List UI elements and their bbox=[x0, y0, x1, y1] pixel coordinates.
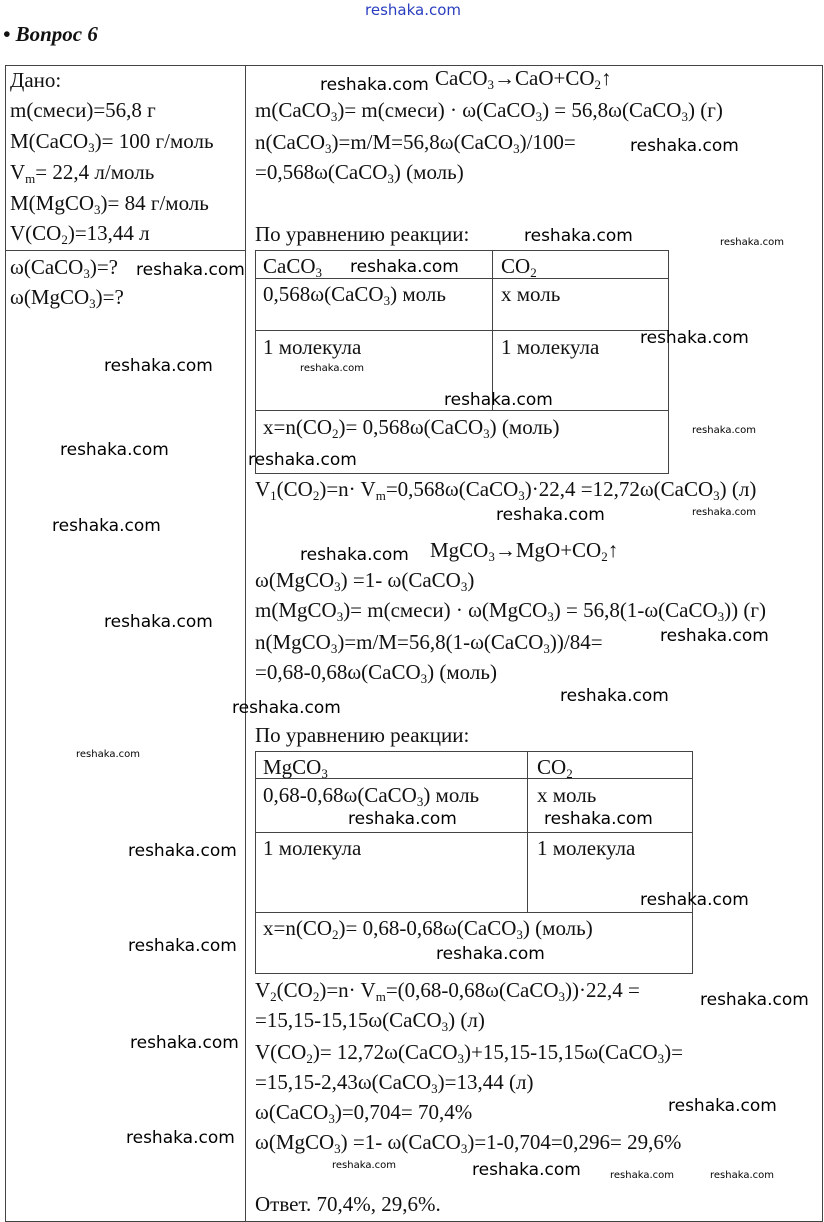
table-cell: 0,568ω(CaCO$_3$) моль bbox=[263, 282, 446, 308]
watermark: reshaka.com bbox=[130, 1033, 239, 1053]
given-line: m(смеси)=56,8 г bbox=[10, 98, 156, 122]
watermark: reshaka.com bbox=[320, 75, 429, 95]
table-header: CaCO$_3$ bbox=[263, 254, 322, 280]
watermark: reshaka.com bbox=[700, 990, 809, 1010]
site-watermark[interactable]: reshaka.com bbox=[365, 1, 461, 19]
watermark: reshaka.com bbox=[444, 390, 553, 410]
watermark: reshaka.com bbox=[128, 841, 237, 861]
solution-line: $V_2(CO_2)=n\cdot$ $V_m=(0,68-0,68\omega(CaCO_3))\cdot 22,4$ = bbox=[255, 978, 640, 1004]
watermark: reshaka.com bbox=[248, 450, 357, 470]
watermark: reshaka.com bbox=[610, 1170, 674, 1181]
watermark: reshaka.com bbox=[232, 698, 341, 718]
solution-line: ω(MgCO$_3$) =1- ω(CaCO$_3$) bbox=[255, 568, 475, 594]
solution-line: ω(CaCO$_3$)=0,704= 70,4% bbox=[255, 1100, 473, 1126]
table-footer: $x=n(CO_2)=$ 0,568ω(CaCO$_3$) (моль) bbox=[263, 415, 560, 441]
watermark: reshaka.com bbox=[60, 440, 169, 460]
table-cell: 1 молекула bbox=[537, 836, 636, 860]
table-cell: x моль bbox=[537, 783, 597, 807]
solution-line: m(CaCO$_3$)= m(смеси) · ω(CaCO$_3$) = 56,8ω(CaCO$_3$) (г) bbox=[255, 98, 723, 124]
watermark: reshaka.com bbox=[692, 425, 756, 436]
solution-line: ω(MgCO$_3$) =1- ω(CaCO$_3$)=1-0,704=0,296= 29,6% bbox=[255, 1130, 682, 1156]
table-line bbox=[492, 250, 493, 410]
watermark: reshaka.com bbox=[660, 626, 769, 646]
by-equation-label: По уравнению реакции: bbox=[255, 222, 470, 246]
table-cell: 1 молекула bbox=[263, 335, 362, 359]
column-divider bbox=[245, 65, 246, 1222]
table-line bbox=[255, 410, 669, 411]
watermark: reshaka.com bbox=[630, 136, 739, 156]
answer: Ответ. 70,4%, 29,6%. bbox=[255, 1192, 441, 1216]
watermark: reshaka.com bbox=[692, 507, 756, 518]
watermark: reshaka.com bbox=[640, 890, 749, 910]
watermark: reshaka.com bbox=[560, 686, 669, 706]
watermark: reshaka.com bbox=[332, 1160, 396, 1171]
watermark: reshaka.com bbox=[300, 363, 364, 374]
table-cell: x моль bbox=[501, 282, 561, 306]
watermark: reshaka.com bbox=[436, 944, 545, 964]
given-line: $V_m= 22,4$ л/моль bbox=[10, 160, 155, 186]
table-cell: 1 молекула bbox=[263, 836, 362, 860]
watermark: reshaka.com bbox=[104, 612, 213, 632]
solution-line: n(CaCO$_3$)=m/M=56,8ω(CaCO$_3$)/100= bbox=[255, 130, 576, 156]
table-cell: 0,68-0,68ω(CaCO$_3$) моль bbox=[263, 783, 480, 809]
watermark: reshaka.com bbox=[52, 516, 161, 536]
solution-line: n(MgCO$_3$)=m/M=56,8(1-ω(CaCO$_3$))/84= bbox=[255, 630, 603, 656]
solution-line: m(MgCO$_3$)= m(смеси) · ω(MgCO$_3$) = 56,8(1-ω(CaCO$_3$)) (г) bbox=[255, 598, 766, 624]
watermark: reshaka.com bbox=[720, 237, 784, 248]
solution-line: =0,68-0,68ω(CaCO$_3$) (моль) bbox=[255, 660, 497, 686]
table-line bbox=[255, 832, 693, 833]
find-line: ω(CaCO$_3$)=? bbox=[10, 255, 118, 281]
reaction-equation-2: $MgCO_3\to MgO+CO_2↑$ bbox=[430, 538, 619, 564]
find-line: ω(MgCO$_3$)=? bbox=[10, 285, 124, 311]
table-line bbox=[255, 912, 693, 913]
watermark: reshaka.com bbox=[668, 1096, 777, 1116]
watermark: reshaka.com bbox=[136, 260, 245, 280]
table-line bbox=[527, 751, 528, 912]
watermark: reshaka.com bbox=[710, 1170, 774, 1181]
watermark: reshaka.com bbox=[350, 257, 459, 277]
watermark: reshaka.com bbox=[126, 1128, 235, 1148]
by-equation-label: По уравнению реакции: bbox=[255, 723, 470, 747]
table-header: $CO_2$ bbox=[501, 254, 537, 280]
reaction-equation-1: $CaCO_3\to CaO+CO_2↑$ bbox=[435, 66, 612, 92]
solution-line: $V_1(CO_2)=n\cdot$ $V_m=0,568\omega(CaCO_3)\cdot 22,4$ =12,72ω(CaCO$_3$) (л) bbox=[255, 477, 757, 503]
given-line: $V(CO_2)=13,44$ л bbox=[10, 221, 150, 247]
watermark: reshaka.com bbox=[104, 356, 213, 376]
solution-line: =15,15-2,43ω(CaCO$_3$)=13,44 (л) bbox=[255, 1070, 534, 1096]
question-title: • Вопрос 6 bbox=[3, 22, 98, 46]
given-divider bbox=[5, 250, 245, 251]
table-footer: $x=n(CO_2)=$ 0,68-0,68ω(CaCO$_3$) (моль) bbox=[263, 916, 593, 942]
given-line: M(CaCO$_3$)= 100 г/моль bbox=[10, 129, 214, 155]
watermark: reshaka.com bbox=[76, 749, 140, 760]
watermark: reshaka.com bbox=[472, 1160, 581, 1180]
given-label: Дано: bbox=[10, 68, 62, 92]
table-header: MgCO$_3$ bbox=[263, 755, 328, 781]
watermark: reshaka.com bbox=[128, 936, 237, 956]
watermark: reshaka.com bbox=[544, 809, 653, 829]
given-line: M(MgCO$_3$)= 84 г/моль bbox=[10, 191, 209, 217]
watermark: reshaka.com bbox=[496, 505, 605, 525]
solution-line: $V(CO_2)=$ 12,72ω(CaCO$_3$)+15,15-15,15ω(CaCO$_3$)= bbox=[255, 1040, 683, 1066]
watermark: reshaka.com bbox=[348, 809, 457, 829]
solution-line: =0,568ω(CaCO$_3$) (моль) bbox=[255, 160, 464, 186]
table-header: $CO_2$ bbox=[537, 755, 573, 781]
watermark: reshaka.com bbox=[640, 328, 749, 348]
solution-line: =15,15-15,15ω(CaCO$_3$) (л) bbox=[255, 1008, 485, 1034]
watermark: reshaka.com bbox=[300, 545, 409, 565]
table-cell: 1 молекула bbox=[501, 335, 600, 359]
watermark: reshaka.com bbox=[524, 226, 633, 246]
table-line bbox=[255, 330, 669, 331]
